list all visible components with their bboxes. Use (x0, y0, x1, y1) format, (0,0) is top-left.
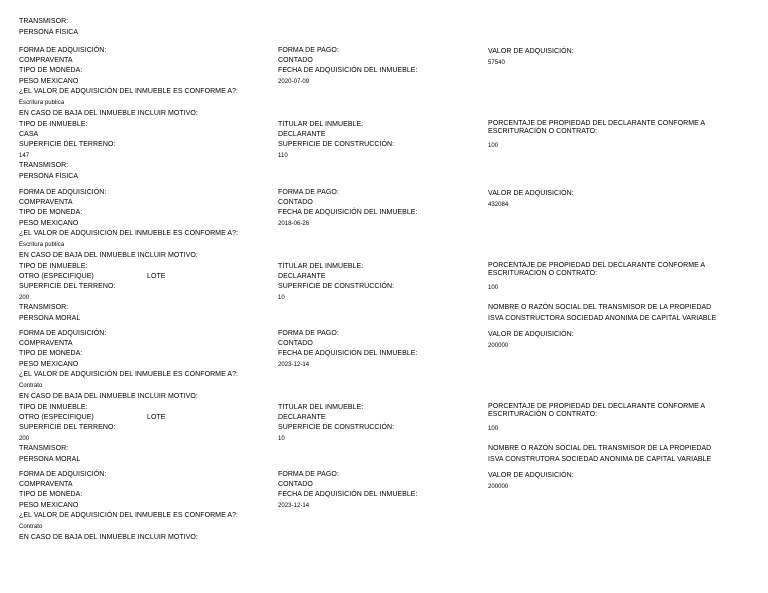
forma-pago-label: FORMA DE PAGO: (278, 189, 339, 196)
conforme-label: ¿EL VALOR DE ADQUISICIÓN DEL INMUEBLE ES CONFORME A?: (19, 371, 239, 378)
porcentaje-propiedad-label-cont: ESCRITURACIÓN O CONTRATO: (488, 128, 598, 135)
baja-motivo-label: EN CASO DE BAJA DEL INMUEBLE INCLUIR MOTIVO: (19, 252, 198, 259)
forma-pago-value: CONTADO (278, 57, 313, 64)
nombre-transmisor-label: NOMBRE O RAZÓN SOCIAL DEL TRANSMISOR DE LA PROPIEDAD (488, 445, 712, 452)
superficie-terreno-value: 200 (19, 436, 30, 442)
valor-adquisicion-value: 57540 (488, 60, 505, 66)
superficie-construccion-label: SUPERFICIE DE CONSTRUCCIÓN: (278, 424, 395, 431)
tipo-moneda-label: TIPO DE MONEDA: (19, 67, 83, 74)
superficie-construccion-value: 110 (278, 153, 288, 159)
porcentaje-propiedad-value: 100 (488, 285, 499, 291)
tipo-moneda-value: PESO MEXICANO (19, 220, 79, 227)
valor-adquisicion-label: VALOR DE ADQUISICIÓN: (488, 190, 574, 197)
fecha-adquisicion-label: FECHA DE ADQUISICIÓN DEL INMUEBLE: (278, 67, 418, 74)
tipo-inmueble-value: CASA (19, 131, 39, 138)
tipo-inmueble-label: TIPO DE INMUEBLE: (19, 263, 88, 270)
forma-adquisicion-label: FORMA DE ADQUISICIÓN: (19, 189, 107, 196)
tipo-inmueble-especifique: LOTE (147, 414, 166, 421)
forma-adquisicion-label: FORMA DE ADQUISICIÓN: (19, 330, 107, 337)
valor-adquisicion-label: VALOR DE ADQUISICIÓN: (488, 331, 574, 338)
titular-inmueble-label: TITULAR DEL INMUEBLE: (278, 404, 364, 411)
fecha-adquisicion-value: 2023-12-14 (278, 503, 310, 509)
superficie-terreno-value: 200 (19, 295, 30, 301)
porcentaje-propiedad-label-cont: ESCRITURACIÓN O CONTRATO: (488, 270, 598, 277)
porcentaje-propiedad-value: 100 (488, 426, 499, 432)
conforme-value: Escritura publica (19, 100, 65, 106)
transmisor-label: TRANSMISOR: (19, 162, 69, 169)
conforme-label: ¿EL VALOR DE ADQUISICIÓN DEL INMUEBLE ES CONFORME A?: (19, 230, 239, 237)
porcentaje-propiedad-value: 100 (488, 143, 499, 149)
forma-pago-label: FORMA DE PAGO: (278, 471, 339, 478)
titular-inmueble-value: DECLARANTE (278, 273, 326, 280)
valor-adquisicion-value: 200000 (488, 484, 509, 490)
superficie-construccion-label: SUPERFICIE DE CONSTRUCCIÓN: (278, 141, 395, 148)
forma-adquisicion-value: COMPRAVENTA (19, 57, 73, 64)
transmisor-label: TRANSMISOR: (19, 445, 69, 452)
superficie-construccion-label: SUPERFICIE DE CONSTRUCCIÓN: (278, 283, 395, 290)
titular-inmueble-label: TITULAR DEL INMUEBLE: (278, 263, 364, 270)
superficie-construccion-value: 10 (278, 295, 285, 301)
superficie-terreno-label: SUPERFICIE DEL TERRENO: (19, 424, 116, 431)
tipo-inmueble-value: OTRO (ESPECIFIQUE) (19, 273, 94, 280)
titular-inmueble-value: DECLARANTE (278, 131, 326, 138)
tipo-inmueble-value: OTRO (ESPECIFIQUE) (19, 414, 94, 421)
nombre-transmisor-value: ISVA CONSTRUTORA SOCIEDAD ANONIMA DE CAPITAL VARIABLE (488, 456, 712, 463)
fecha-adquisicion-value: 2023-12-14 (278, 362, 310, 368)
tipo-moneda-label: TIPO DE MONEDA: (19, 209, 83, 216)
fecha-adquisicion-label: FECHA DE ADQUISICIÓN DEL INMUEBLE: (278, 350, 418, 357)
valor-adquisicion-value: 200000 (488, 343, 509, 349)
superficie-terreno-value: 147 (19, 153, 30, 159)
forma-adquisicion-label: FORMA DE ADQUISICIÓN: (19, 47, 107, 54)
fecha-adquisicion-value: 2018-06-26 (278, 221, 310, 227)
fecha-adquisicion-value: 2020-07-09 (278, 79, 310, 85)
conforme-value: Contrato (19, 383, 43, 389)
conforme-value: Contrato (19, 524, 43, 530)
porcentaje-propiedad-label: PORCENTAJE DE PROPIEDAD DEL DECLARANTE CONFORME A (488, 120, 706, 127)
baja-motivo-label: EN CASO DE BAJA DEL INMUEBLE INCLUIR MOTIVO: (19, 534, 198, 541)
conforme-label: ¿EL VALOR DE ADQUISICIÓN DEL INMUEBLE ES CONFORME A?: (19, 512, 239, 519)
porcentaje-propiedad-label-cont: ESCRITURACIÓN O CONTRATO: (488, 411, 598, 418)
superficie-construccion-value: 10 (278, 436, 285, 442)
transmisor-value: PERSONA MORAL (19, 456, 81, 463)
valor-adquisicion-value: 432084 (488, 202, 509, 208)
intro-transmisor-label: TRANSMISOR: (19, 18, 69, 25)
conforme-label: ¿EL VALOR DE ADQUISICIÓN DEL INMUEBLE ES CONFORME A?: (19, 88, 239, 95)
tipo-moneda-value: PESO MEXICANO (19, 361, 79, 368)
tipo-moneda-label: TIPO DE MONEDA: (19, 491, 83, 498)
baja-motivo-label: EN CASO DE BAJA DEL INMUEBLE INCLUIR MOTIVO: (19, 110, 198, 117)
tipo-moneda-label: TIPO DE MONEDA: (19, 350, 83, 357)
intro-transmisor-value: PERSONA FISICA (19, 29, 79, 36)
nombre-transmisor-label: NOMBRE O RAZÓN SOCIAL DEL TRANSMISOR DE LA PROPIEDAD (488, 304, 712, 311)
titular-inmueble-label: TITULAR DEL INMUEBLE: (278, 121, 364, 128)
baja-motivo-label: EN CASO DE BAJA DEL INMUEBLE INCLUIR MOTIVO: (19, 393, 198, 400)
transmisor-label: TRANSMISOR: (19, 304, 69, 311)
transmisor-value: PERSONA MORAL (19, 315, 81, 322)
porcentaje-propiedad-label: PORCENTAJE DE PROPIEDAD DEL DECLARANTE CONFORME A (488, 403, 706, 410)
tipo-inmueble-label: TIPO DE INMUEBLE: (19, 404, 88, 411)
forma-pago-value: CONTADO (278, 340, 313, 347)
titular-inmueble-value: DECLARANTE (278, 414, 326, 421)
porcentaje-propiedad-label: PORCENTAJE DE PROPIEDAD DEL DECLARANTE CONFORME A (488, 262, 706, 269)
forma-pago-value: CONTADO (278, 199, 313, 206)
forma-adquisicion-value: COMPRAVENTA (19, 481, 73, 488)
fecha-adquisicion-label: FECHA DE ADQUISICIÓN DEL INMUEBLE: (278, 209, 418, 216)
tipo-moneda-value: PESO MEXICANO (19, 502, 79, 509)
transmisor-value: PERSONA FISICA (19, 173, 79, 180)
tipo-inmueble-label: TIPO DE INMUEBLE: (19, 121, 88, 128)
superficie-terreno-label: SUPERFICIE DEL TERRENO: (19, 141, 116, 148)
valor-adquisicion-label: VALOR DE ADQUISICIÓN: (488, 472, 574, 479)
forma-pago-value: CONTADO (278, 481, 313, 488)
forma-adquisicion-value: COMPRAVENTA (19, 340, 73, 347)
fecha-adquisicion-label: FECHA DE ADQUISICIÓN DEL INMUEBLE: (278, 491, 418, 498)
valor-adquisicion-label: VALOR DE ADQUISICIÓN: (488, 48, 574, 55)
forma-pago-label: FORMA DE PAGO: (278, 47, 339, 54)
tipo-moneda-value: PESO MEXICANO (19, 78, 79, 85)
forma-pago-label: FORMA DE PAGO: (278, 330, 339, 337)
conforme-value: Escritura publica (19, 242, 65, 248)
superficie-terreno-label: SUPERFICIE DEL TERRENO: (19, 283, 116, 290)
nombre-transmisor-value: ISVA CONSTRUCTORA SOCIEDAD ANONIMA DE CAPITAL VARIABLE (488, 315, 717, 322)
tipo-inmueble-especifique: LOTE (147, 273, 166, 280)
forma-adquisicion-value: COMPRAVENTA (19, 199, 73, 206)
forma-adquisicion-label: FORMA DE ADQUISICIÓN: (19, 471, 107, 478)
